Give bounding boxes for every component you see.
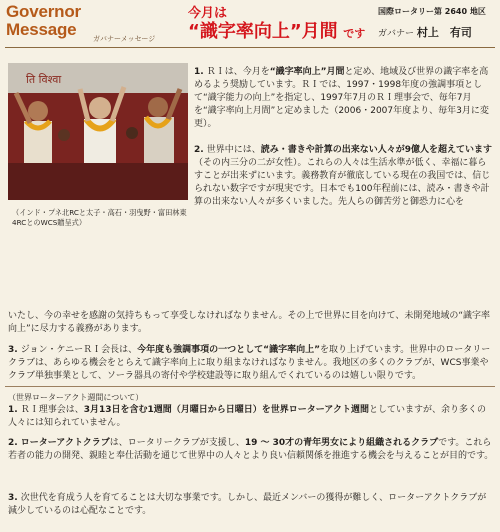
- governor-label: ガバナー: [378, 29, 415, 39]
- photo-caption: （インド・プネ北RCと太子・高石・羽曳野・富田林東4RCとのWCS贈呈式）: [12, 208, 187, 227]
- month-theme: [188, 17, 365, 43]
- article-paragraph-1: 1. ＲＩは、今月を“識字率向上”月間と定め、地域及び世界の識字率を高めるよう奨励しています。ＲＩでは、1997・1998年度の強調事項として“識字能力の向上”を指定し、1997年7月のＲＩ理事会で、毎年7月を“識字率向上月間”と定めました（2006・2007年度より、毎年3月に変更）。: [194, 67, 489, 129]
- title-line-2: Message: [6, 20, 77, 39]
- header-divider: [5, 47, 495, 48]
- month-intro: 今月は: [188, 6, 228, 21]
- banner-text: ति विश्वा: [26, 73, 62, 86]
- title-line-1: Governor: [6, 2, 81, 21]
- page-header: [0, 0, 500, 50]
- month-theme-suffix: です: [343, 27, 366, 40]
- month-theme-quote: “識字率向上”月間: [188, 21, 338, 42]
- section-divider: [5, 386, 495, 387]
- district-label: 国際ロータリー第 2640 地区: [378, 7, 486, 16]
- title-subtitle: ガバナーメッセージ: [93, 35, 156, 43]
- photo-illustration: [8, 63, 188, 200]
- rotaract-paragraph-1: 1. ＲＩ理事会は、3月13日を含む1週間（月曜日から日曜日）を世界ローターアクト週間としていますが、余り多くの人々には知られていません。: [8, 405, 487, 428]
- article-paragraph-2-continued: いたし、今の幸せを感謝の気持ちもって享受しなければなりません。その上で世界に目を向けて、未開発地域の“識字率向上”に尽力する義務があります。: [8, 311, 491, 334]
- governor-message-title: [6, 3, 81, 39]
- article-paragraph-3: 3. ジョン・ケニーＲＩ会長は、今年度も強調事項の一つとして“識字率向上”を取り上げています。世界中のロータリークラブは、あらゆる機会をとらえて識字率向上に取り組まなければなりません。我地区の多くのクラブが、WCS事業やクラブ単独事業として、ソーラ器具の寄付や学校建設等に取り組んでくれているのは嬉しい限りです。: [8, 345, 491, 381]
- rotaract-paragraph-3: 3. 次世代を育成う人を育てることは大切な事業です。しかし、最近メンバーの獲得が難しく、ローターアクトクラブが減少しているのは心配なことです。: [8, 493, 487, 516]
- rotaract-paragraph-2: 2. ローターアクトクラブは、ロータリークラブが支援し、19 〜 30才の青年男女により組織されるクラブです。これら若者の能力の開発、親睦と奉仕活動を通じて世界中の人々とより良い信頼関係を推進する機会を与えることが目的です。: [8, 438, 494, 461]
- governor-name: 村上 有司: [416, 26, 472, 39]
- event-photo: [8, 63, 188, 200]
- governor-signature: [378, 24, 472, 40]
- article-paragraph-2: 2. 世界中には、読み・書きや計算の出来ない人々が9億人を超えています（その内三分の二が女性）。これらの人々は生活水準が低く、幸福に暮らすことが出来ずにいます。義務教育が徹底している現在の我国では、信じられない数字ですが現実です。日本でも100年程前には、読み・書きや計算の出来ない人々が多くいました。先人らの御苦労と御恐力に心を: [194, 145, 492, 207]
- section-header: （世界ローターアクト週間について）: [8, 393, 144, 402]
